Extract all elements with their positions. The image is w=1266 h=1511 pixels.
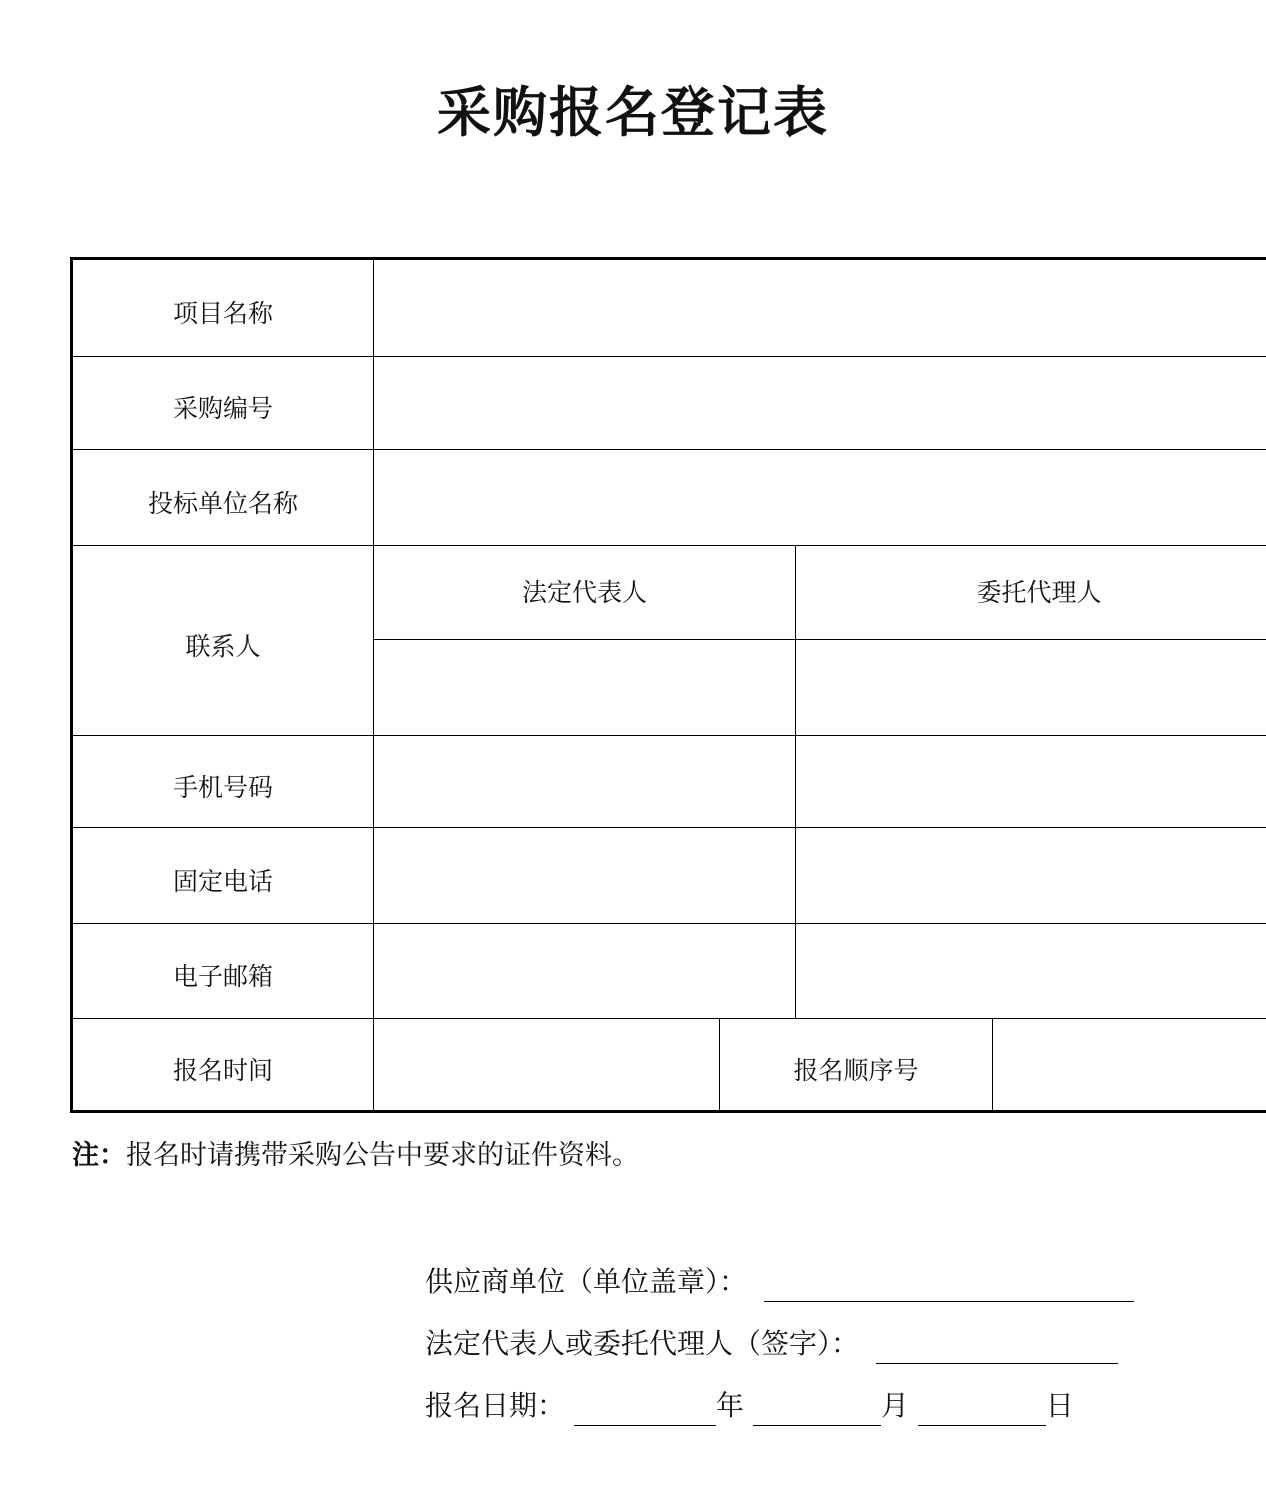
form-title: 采购报名登记表 <box>437 80 829 144</box>
agent-header: 委托代理人 <box>796 546 1266 640</box>
year-label: 年 <box>715 1389 744 1422</box>
legal-rep-name-field[interactable] <box>374 640 796 736</box>
procurement-no-label: 采购编号 <box>72 357 374 450</box>
agent-mobile-field[interactable] <box>796 736 1266 828</box>
landline-label: 固定电话 <box>72 828 374 924</box>
day-blank[interactable] <box>918 1393 1046 1426</box>
rep-signature-label: 法定代表人或委托代理人（签字）： <box>425 1327 860 1360</box>
legal-rep-landline-field[interactable] <box>374 828 796 924</box>
day-label: 日 <box>1045 1389 1074 1422</box>
legal-rep-email-field[interactable] <box>374 924 796 1019</box>
date-line <box>425 1386 1074 1426</box>
mobile-label: 手机号码 <box>72 736 374 828</box>
project-name-label: 项目名称 <box>72 259 374 357</box>
agent-name-field[interactable] <box>796 640 1266 736</box>
rep-signature-blank[interactable] <box>876 1331 1118 1364</box>
date-label: 报名日期： <box>425 1389 566 1422</box>
bidder-name-label: 投标单位名称 <box>72 450 374 546</box>
supplier-label: 供应商单位（单位盖章）： <box>425 1265 748 1298</box>
agent-landline-field[interactable] <box>796 828 1266 924</box>
reg-order-label: 报名顺序号 <box>720 1019 993 1112</box>
note-label: 注： <box>72 1140 126 1171</box>
rep-sign-line <box>425 1324 1118 1364</box>
project-name-field[interactable] <box>374 259 1266 357</box>
reg-time-label: 报名时间 <box>72 1019 374 1112</box>
month-blank[interactable] <box>753 1393 881 1426</box>
bidder-name-field[interactable] <box>374 450 1266 546</box>
legal-rep-header: 法定代表人 <box>374 546 796 640</box>
legal-rep-mobile-field[interactable] <box>374 736 796 828</box>
registration-table <box>70 257 1266 1113</box>
procurement-no-field[interactable] <box>374 357 1266 450</box>
year-blank[interactable] <box>574 1393 716 1426</box>
supplier-blank[interactable] <box>764 1269 1134 1302</box>
reg-time-field[interactable] <box>374 1019 720 1112</box>
supplier-sign-line <box>425 1262 1134 1302</box>
month-label: 月 <box>880 1389 909 1422</box>
email-label: 电子邮箱 <box>72 924 374 1019</box>
contact-label: 联系人 <box>72 546 374 736</box>
reg-order-field[interactable] <box>993 1019 1266 1112</box>
note <box>72 1138 639 1174</box>
agent-email-field[interactable] <box>796 924 1266 1019</box>
note-text: 报名时请携带采购公告中要求的证件资料。 <box>126 1140 639 1171</box>
